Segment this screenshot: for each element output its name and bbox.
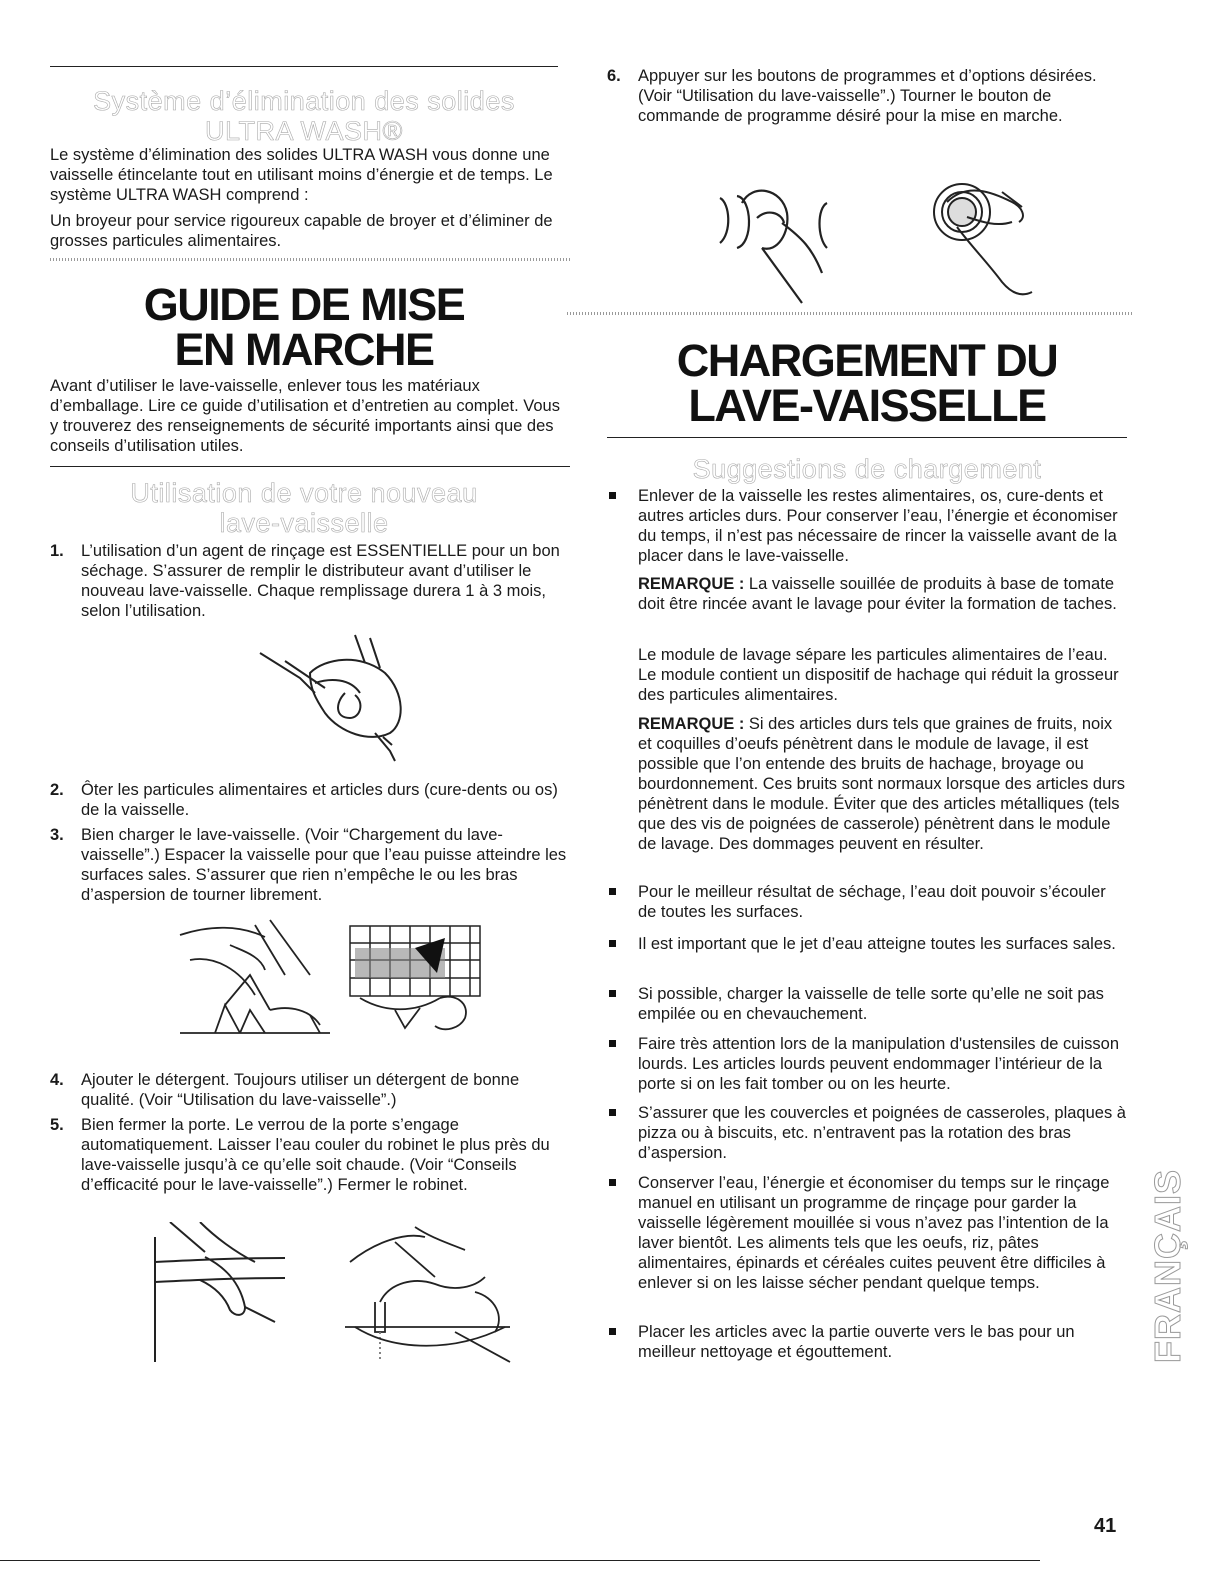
step-item [607, 66, 1127, 126]
rinse-aid-illustration [255, 633, 415, 763]
list-item [607, 1173, 1127, 1293]
step-number: 2. [50, 781, 64, 799]
step-text: Bien charger le lave-vaisselle. (Voir “Chargement du lave-vaisselle”.) Espacer la vaisselle pour que l’eau puisse atteindre les surfaces sales. S’assurer que rien n’empêche le ou les bras d’aspersion de tourner librement. [81, 826, 567, 904]
remark-text: Si des articles durs tels que graines de fruits, noix et coquilles d’oeufs pénètrent dans le module de lavage, il est possible que l’on entende des bruits de hachage, broyage ou bourdonnement. Ces bruits sont normaux lorsque des articles durs pénètrent dans le module. Éviter que des articles métalliques (tels que des vis de poignées de casserole) pénètrent dans le module de lavage. Des dommages peuvent en résulter. [638, 715, 1125, 853]
remark-note [638, 714, 1128, 854]
step-text: Appuyer sur les boutons de programmes et d’options désirées. (Voir “Utilisation du lave-vaisselle”.) Tourner le bouton de commande de programme désiré pour la mise en marche. [638, 67, 1097, 125]
step-text: Bien fermer la porte. Le verrou de la porte s’engage automatiquement. Laisser l’eau couler du robinet le plus près du lave-vaisselle jusqu’à ce qu’elle soit chaude. (Voir “Conseils d’efficacité pour le lave-vaisselle”.) Fermer le robinet. [81, 1116, 550, 1194]
ultrawash-paragraph-2: Un broyeur pour service rigoureux capable de broyer et d’éliminer de grosses particules alimentaires. [50, 212, 553, 250]
turn-knob-illustration [927, 172, 1037, 302]
bullet-square-icon [609, 1040, 616, 1047]
step-text: Ôter les particules alimentaires et articles durs (cure-dents ou os) de la vaisselle. [81, 781, 558, 819]
section-rule [50, 466, 570, 467]
step-item [50, 825, 570, 905]
page-number: 41 [1094, 1515, 1117, 1537]
list-item [607, 1034, 1127, 1094]
list-item-text: Pour le meilleur résultat de séchage, l’eau doit pouvoir s’écouler de toutes les surfaces. [638, 883, 1106, 921]
list-item-text: Si possible, charger la vaisselle de telle sorte qu’elle ne soit pas empilée ou en chevauchement. [638, 985, 1104, 1023]
section-rule [607, 437, 1127, 438]
press-button-illustration [712, 178, 867, 308]
step-item [50, 780, 570, 820]
step-number: 5. [50, 1116, 64, 1134]
sidebar-label: FRANÇAIS [1150, 1169, 1188, 1363]
list-item-text: Conserver l’eau, l’énergie et économiser du temps sur le rinçage manuel en utilisant un programme de rinçage pour garder la vaisselle légèrement mouillée si vous n’avez pas l’intention de la laver bientôt. Les aliments tels que les oeufs, riz, pâtes alimentaires, épinards et céréales cuites peuvent être difficiles à enlever si on les laisse sécher pendant quelque temps. [638, 1174, 1110, 1292]
bullet-square-icon [609, 1179, 616, 1186]
list-item [607, 486, 1127, 566]
utilisation-heading-line2: lave-vaisselle [219, 508, 389, 538]
ultrawash-heading-line2: ULTRA WASH® [205, 116, 403, 146]
list-item [607, 1103, 1127, 1163]
utilisation-heading-line1: Utilisation de votre nouveau [130, 478, 478, 508]
guide-title-line1: GUIDE DE MISE [143, 279, 465, 330]
section-rule [50, 66, 558, 67]
dotted-divider [50, 258, 570, 261]
bullet-square-icon [609, 990, 616, 997]
step-number: 3. [50, 826, 64, 844]
loading-dishes-illustration [170, 915, 340, 1035]
module-note: Le module de lavage sépare les particules alimentaires de l’eau. Le module contient un dispositif de hachage qui réduit la grosseur des particules alimentaires. [638, 646, 1119, 704]
list-item-text: Il est important que le jet d’eau atteigne toutes les surfaces sales. [638, 935, 1116, 953]
list-item [607, 984, 1127, 1024]
footer-rule [0, 1560, 1040, 1561]
list-item-text: Faire très attention lors de la manipulation d'ustensiles de cuisson lourds. Les articles lourds peuvent endommager l’intérieur de la porte si on les fait tomber ou on les heurte. [638, 1035, 1119, 1093]
remark-label: REMARQUE : [638, 715, 745, 733]
step-item [50, 1070, 570, 1110]
list-item [607, 1322, 1127, 1362]
list-item-text: S’assurer que les couvercles et poignées de casseroles, plaques à pizza ou à biscuits, etc. n’entravent pas la rotation des bras d’aspersion. [638, 1104, 1126, 1162]
step-text: Ajouter le détergent. Toujours utiliser un détergent de bonne qualité. (Voir “Utilisation du lave-vaisselle”.) [81, 1071, 520, 1109]
step-number: 6. [607, 67, 621, 85]
bullet-square-icon [609, 888, 616, 895]
language-sidebar-tab [1150, 1078, 1190, 1368]
remark-note [638, 574, 1128, 614]
step-item [50, 1115, 570, 1195]
step-number: 1. [50, 542, 64, 560]
guide-title-line2: EN MARCHE [174, 324, 434, 375]
bullet-square-icon [609, 1109, 616, 1116]
ultrawash-paragraph: Le système d’élimination des solides ULTRA WASH vous donne une vaisselle étincelante tout en utilisant moins d’énergie et de temps. Le système ULTRA WASH comprend : [50, 146, 553, 204]
chargement-title-line2: LAVE-VAISSELLE [688, 380, 1046, 431]
step-number: 4. [50, 1071, 64, 1089]
bullet-square-icon [609, 1328, 616, 1335]
spray-arm-illustration [345, 918, 490, 1038]
dotted-divider [567, 312, 1132, 315]
faucet-illustration [335, 1222, 515, 1364]
bullet-square-icon [609, 492, 616, 499]
list-item-text: Enlever de la vaisselle les restes alimentaires, os, cure-dents et autres articles durs. Pour conserver l’eau, l’énergie et économiser du temps, il n’est pas nécessaire de rincer la vaisselle avant de la placer dans le lave-vaisselle. [638, 487, 1118, 565]
bullet-square-icon [609, 940, 616, 947]
suggestions-heading: Suggestions de chargement [692, 454, 1042, 484]
list-item-text: Placer les articles avec la partie ouverte vers le bas pour un meilleur nettoyage et égouttement. [638, 1323, 1075, 1361]
ultrawash-heading-line1: Système d’élimination des solides [93, 86, 515, 116]
list-item [607, 882, 1127, 922]
chargement-title-line1: CHARGEMENT DU [676, 335, 1058, 386]
remark-label: REMARQUE : [638, 575, 745, 593]
remark-text: La vaisselle souillée de produits à base de tomate doit être rincée avant le lavage pour éviter la formation de taches. [638, 575, 1117, 613]
guide-intro: Avant d’utiliser le lave-vaisselle, enlever tous les matériaux d’emballage. Lire ce guide d’utilisation et d’entretien au complet. Vous y trouverez des renseignements de sécurité importants ainsi que des conseils d’utilisation utiles. [50, 377, 560, 455]
step-text: L’utilisation d’un agent de rinçage est ESSENTIELLE pour un bon séchage. S’assurer de remplir le distributeur avant d’utiliser le nouveau lave-vaisselle. Chaque remplissage durera 1 à 3 mois, selon l’utilisation. [81, 542, 560, 620]
close-door-illustration [145, 1222, 290, 1364]
step-item [50, 541, 570, 621]
list-item [607, 934, 1127, 954]
